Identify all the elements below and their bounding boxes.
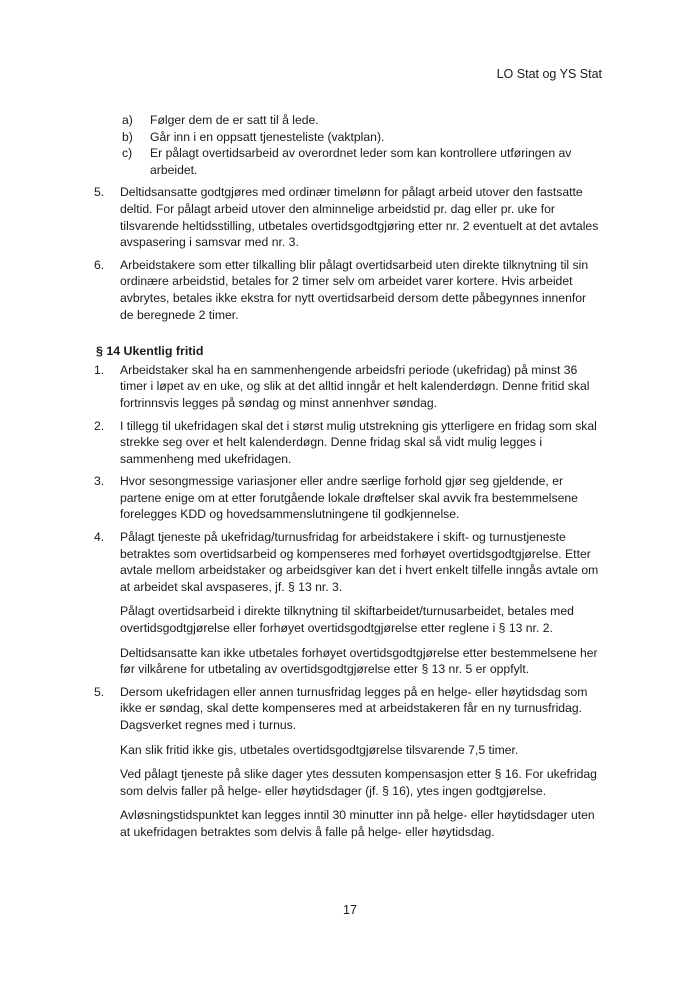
item-paragraph: Deltidsansatte godtgjøres med ordinær timelønn for pålagt arbeid utover den fastsatte deltid. For pålagt arbeid utover den alminnelige arbeidstid pr. dag eller pr. uke for tilsvarende heltidsstilling, utbetales overtidsgodtgjøring etter nr. 2 eventuelt at det avtales avspasering i samsvar med nr. 3.: [120, 185, 599, 250]
item-body: [120, 184, 601, 250]
section-heading: § 14 Ukentlig fritid: [96, 344, 204, 359]
item-body: [120, 473, 601, 523]
item-paragraph: Pålagt tjeneste på ukefridag/turnusfridag for arbeidstakere i skift- og turnustjeneste betraktes som overtidsarbeid og kompenseres med forhøyet overtidsgodtgjørelse. Etter avtale mellom arbeidstaker og arbeidsgiver kan det i hvert enkelt tilfelle inngås avtale om at arbeidet skal avspaseres, jf. § 13 nr. 3.: [120, 530, 599, 594]
subitem-label: c): [122, 146, 133, 161]
numbered-item: [96, 418, 601, 468]
subitem: [122, 145, 601, 178]
subitem: [122, 112, 601, 129]
subitem-text: Går inn i en oppsatt tjenesteliste (vaktplan).: [150, 129, 385, 144]
subitem-text: Er pålagt overtidsarbeid av overordnet leder som kan kontrollere utføringen av arbeidet.: [150, 146, 572, 177]
item-body: [120, 529, 601, 678]
page-content: [96, 112, 601, 841]
item-paragraph: Avløsningstidspunktet kan legges inntil 30 minutter inn på helge- eller høytidsdager uten at ukefridagen betraktes som delvis å falle på helge- eller høytidsdag.: [120, 808, 595, 839]
subitem: [122, 129, 601, 146]
item-number: 4.: [94, 530, 105, 545]
item-body: [120, 684, 601, 841]
numbered-item: [96, 257, 601, 323]
subitem-label: a): [122, 113, 133, 127]
page-number: 17: [343, 903, 357, 917]
item-body: [120, 418, 601, 468]
item-paragraph: Pålagt overtidsarbeid i direkte tilknytning til skiftarbeidet/turnusarbeidet, betales med overtidsgodtgjørelse eller forhøyet overtidsgodtgjørelse etter reglene i § 13 nr. 2.: [120, 604, 574, 636]
numbered-item: [96, 362, 601, 412]
item-number: 2.: [94, 418, 105, 433]
item-paragraph: Dersom ukefridagen eller annen turnusfridag legges på en helge- eller høytidsdag som ikke er søndag, skal dette kompenseres med at arbeidstakeren får en ny turnusfridag. Dagsverket regnes med i turnus.: [120, 684, 588, 732]
item-number: 5.: [94, 185, 105, 200]
item-body: [120, 362, 601, 412]
item-paragraph: Hvor sesongmessige variasjoner eller andre særlige forhold gjør seg gjeldende, er partene enige om at etter forutgående lokale drøftelser skal avvik fra bestemmelsene forelegges KDD og hovedsammenslutningene til godkjennelse.: [120, 474, 578, 522]
item-paragraph: Deltidsansatte kan ikke utbetales forhøyet overtidsgodtgjørelse etter bestemmelsene her før vilkårene for utbetaling av overtidsgodtgjørelse etter § 13 nr. 5 er oppfylt.: [120, 645, 598, 677]
subitem-text: Følger dem de er satt til å lede.: [150, 113, 319, 127]
numbered-item: [96, 184, 601, 250]
item-body: [120, 257, 601, 323]
item-number: 3.: [94, 474, 105, 489]
item-paragraph: Ved pålagt tjeneste på slike dager ytes dessuten kompensasjon etter § 16. For ukefridag som delvis faller på helge- eller høytidsdager (jf. § 16), ytes ingen godtgjørelse.: [120, 767, 597, 798]
item-number: 6.: [94, 257, 105, 272]
subitem-label: b): [122, 129, 133, 144]
item-paragraph: Arbeidstaker skal ha en sammenhengende arbeidsfri periode (ukefridag) på minst 36 timer i løpet av en uke, og slik at det alltid inngår et helt kalenderdøgn. Denne fritid skal fortrinnsvis legges på søndag og minst annenhver søndag.: [120, 362, 590, 410]
item-paragraph: Kan slik fritid ikke gis, utbetales overtidsgodtgjørelse tilsvarende 7,5 timer.: [120, 742, 519, 757]
item-paragraph: I tillegg til ukefridagen skal det i størst mulig utstrekning gis ytterligere en fridag som skal strekke seg over et helt kalenderdøgn. Denne fridag skal så vidt mulig legges i sammenheng med ukefridagen.: [120, 418, 597, 466]
numbered-item: [96, 684, 601, 841]
subitem-list: [122, 112, 601, 178]
item-number: 5.: [94, 684, 105, 699]
item-paragraph: Arbeidstakere som etter tilkalling blir pålagt overtidsarbeid uten direkte tilknytning til sin ordinære arbeidstid, betales for 2 timer selv om arbeidet varer kortere. Hvis arbeidet avbrytes, betales ikke ekstra for nytt overtidsarbeid dersom dette påbegynnes innenfor de beregnede 2 timer.: [120, 257, 589, 322]
numbered-item: [96, 473, 601, 523]
header-organization: LO Stat og YS Stat: [496, 67, 602, 81]
item-number: 1.: [94, 362, 105, 377]
numbered-item: [96, 529, 601, 678]
